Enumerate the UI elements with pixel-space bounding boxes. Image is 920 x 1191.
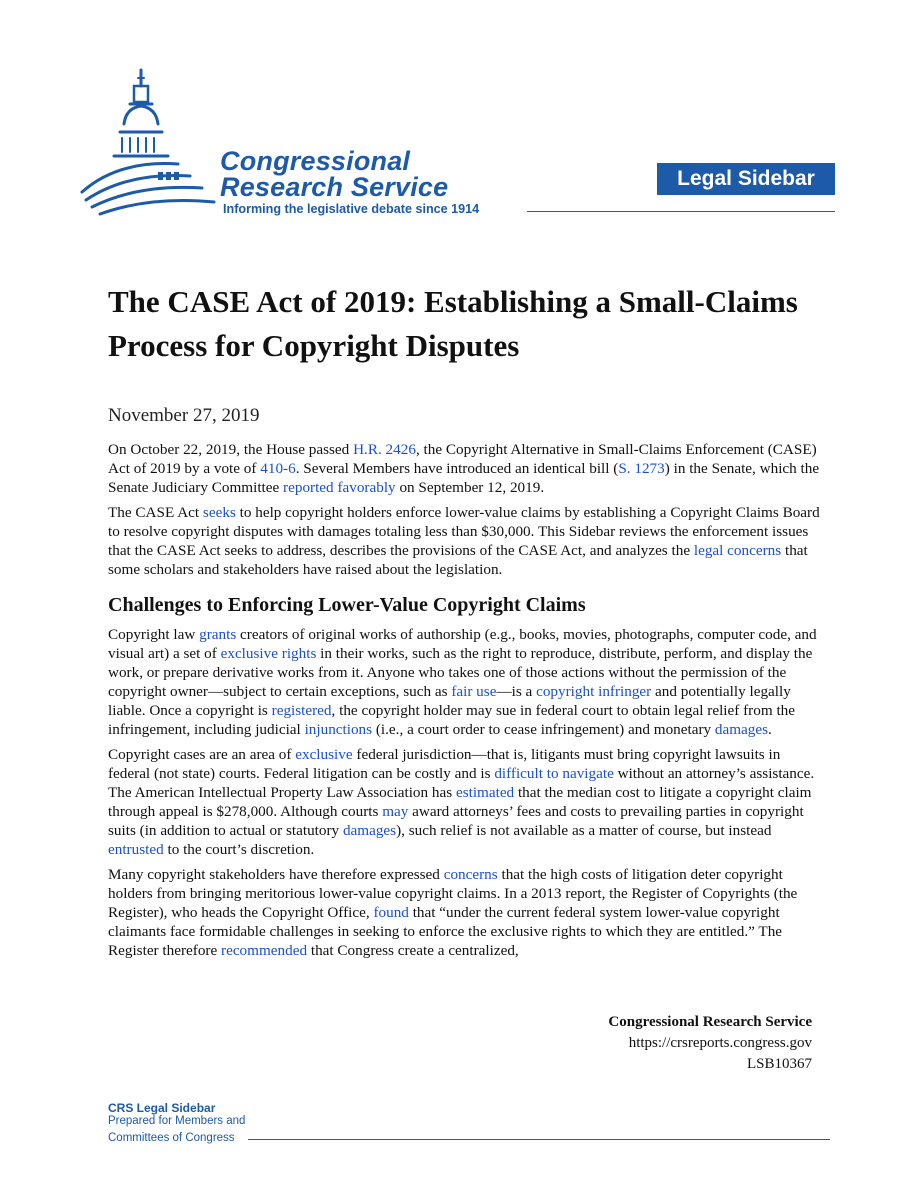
document-title: The CASE Act of 2019: Establishing a Small-Claims Process for Copyright Disputes (108, 284, 798, 363)
paragraph-text: Copyright cases are an area of (108, 746, 296, 763)
footer-committees: Committees of Congress (108, 1132, 235, 1144)
hyperlink[interactable]: recommended (221, 942, 308, 959)
legal-sidebar-badge: Legal Sidebar (657, 163, 835, 195)
crs-info (608, 1012, 812, 1075)
paragraph-text: creators of original works of authorship (e.g., books, movies, photographs, computer code, and visual art) a set of (108, 626, 817, 662)
paragraph (108, 625, 820, 739)
document-body (108, 440, 820, 966)
org-name-line1: Congressional (220, 146, 411, 176)
paragraph-text: , the copyright holder may sue in federal court to obtain legal relief from the infringement, including judicial (108, 702, 795, 738)
capitol-dome-icon (78, 64, 223, 219)
paragraph-text: that “under the current federal system lower-value copyright claimants face formidable challenges in seeking to enforce the exclusive rights to which they are entitled.” The Register therefore (108, 904, 783, 959)
hyperlink[interactable]: injunctions (304, 721, 373, 738)
paragraph-text: ) in the Senate, which the Senate Judiciary Committee (108, 460, 820, 496)
crs-url-link[interactable]: https://crsreports.congress.gov (628, 1035, 812, 1051)
paragraph-text: federal jurisdiction—that is, litigants must bring copyright lawsuits in federal (not state) courts. Federal litigation can be costly and is (108, 746, 781, 782)
paragraph-text: that Congress create a centralized, (307, 942, 519, 959)
paragraph (108, 865, 820, 960)
hyperlink[interactable]: damages (342, 822, 397, 839)
hyperlink[interactable]: may (382, 803, 409, 820)
paragraph-text: award attorneys’ fees and costs to prevailing parties in copyright suits (in addition to actual or statutory (108, 803, 804, 839)
paragraph-text: and potentially legally liable. Once a copyright is (108, 683, 791, 719)
paragraph-text: ), such relief is not available as a matter of course, but instead (396, 822, 772, 839)
hyperlink[interactable]: damages (714, 721, 769, 738)
header-rule (527, 211, 835, 212)
hyperlink[interactable]: concerns (443, 866, 498, 883)
paragraph-text: on September 12, 2019. (395, 479, 545, 496)
footer-prepared: Prepared for Members and (108, 1115, 246, 1127)
section-heading: Challenges to Enforcing Lower-Value Copyright Claims (108, 594, 586, 616)
paragraph-text: On October 22, 2019, the House passed (108, 441, 354, 458)
crs-logo (78, 64, 538, 224)
org-name-line2: Research Service (220, 172, 449, 202)
hyperlink[interactable]: reported favorably (283, 479, 396, 496)
hyperlink[interactable]: entrusted (108, 841, 164, 858)
paragraph (108, 745, 820, 859)
hyperlink[interactable]: 410-6 (260, 460, 296, 477)
hyperlink[interactable]: fair use (451, 683, 497, 700)
section-paragraphs (108, 625, 820, 960)
hyperlink[interactable]: S. 1273 (618, 460, 665, 477)
paragraph-text: that some scholars and stakeholders have raised about the legislation. (108, 542, 808, 578)
hyperlink[interactable]: H.R. 2426 (353, 441, 416, 458)
paragraph-text: . Several Members have introduced an identical bill ( (295, 460, 619, 477)
paragraph-text: that the median cost to litigate a copyright claim through appeal is $278,000. Although courts (108, 784, 812, 820)
document-date: November 27, 2019 (108, 405, 260, 426)
footer-rule (248, 1139, 830, 1140)
hyperlink[interactable]: difficult to navigate (494, 765, 614, 782)
hyperlink[interactable]: exclusive rights (220, 645, 317, 662)
hyperlink[interactable]: seeks (202, 504, 236, 521)
paragraph-text: to help copyright holders enforce lower-value claims by establishing a Copyright Claims Board to resolve copyright disputes with damages totaling less than $30,000. This Sidebar reviews the enforcement issues that the CASE Act seeks to address, describes the provisions of the CASE Act, and analyzes the (108, 504, 820, 559)
paragraph-text: , the Copyright Alternative in Small-Claims Enforcement (CASE) Act of 2019 by a vote of (108, 441, 817, 477)
paragraph-text: Many copyright stakeholders have therefore expressed (108, 866, 444, 883)
crs-name: Congressional Research Service (608, 1014, 812, 1030)
paragraph-text: that the high costs of litigation deter copyright holders from bringing meritorious lower-value copyright claims. In a 2013 report, the Register of Copyrights (the Register), who heads the Copyright Office, (108, 866, 798, 921)
paragraph-text: The CASE Act (108, 504, 203, 521)
tagline: Informing the legislative debate since 1914 (223, 202, 480, 216)
hyperlink[interactable]: found (373, 904, 409, 921)
hyperlink[interactable]: copyright infringer (536, 683, 652, 700)
paragraph (108, 440, 820, 497)
paragraph-text: in their works, such as the right to reproduce, distribute, perform, and display the work, or prepare derivative works from it. Anyone who takes one of those actions without the permission of the copyright owner—subject to certain exceptions, such as (108, 645, 813, 700)
paragraph-text: without an attorney’s assistance. The American Intellectual Property Law Association has (108, 765, 815, 801)
hyperlink[interactable]: estimated (455, 784, 515, 801)
paragraph-text: to the court’s discretion. (163, 841, 315, 858)
hyperlink[interactable]: exclusive (295, 746, 353, 763)
paragraph-text: —is a (496, 683, 537, 700)
intro-paragraphs (108, 440, 820, 579)
hyperlink[interactable]: legal concerns (693, 542, 782, 559)
report-code: LSB10367 (746, 1056, 812, 1072)
footer-series: CRS Legal Sidebar (108, 1101, 216, 1115)
paragraph-text: (i.e., a court order to cease infringement) and monetary (372, 721, 715, 738)
paragraph-text: Copyright law (108, 626, 200, 643)
paragraph-text: . (768, 721, 772, 738)
hyperlink[interactable]: registered (271, 702, 332, 719)
paragraph (108, 503, 820, 579)
hyperlink[interactable]: grants (199, 626, 237, 643)
